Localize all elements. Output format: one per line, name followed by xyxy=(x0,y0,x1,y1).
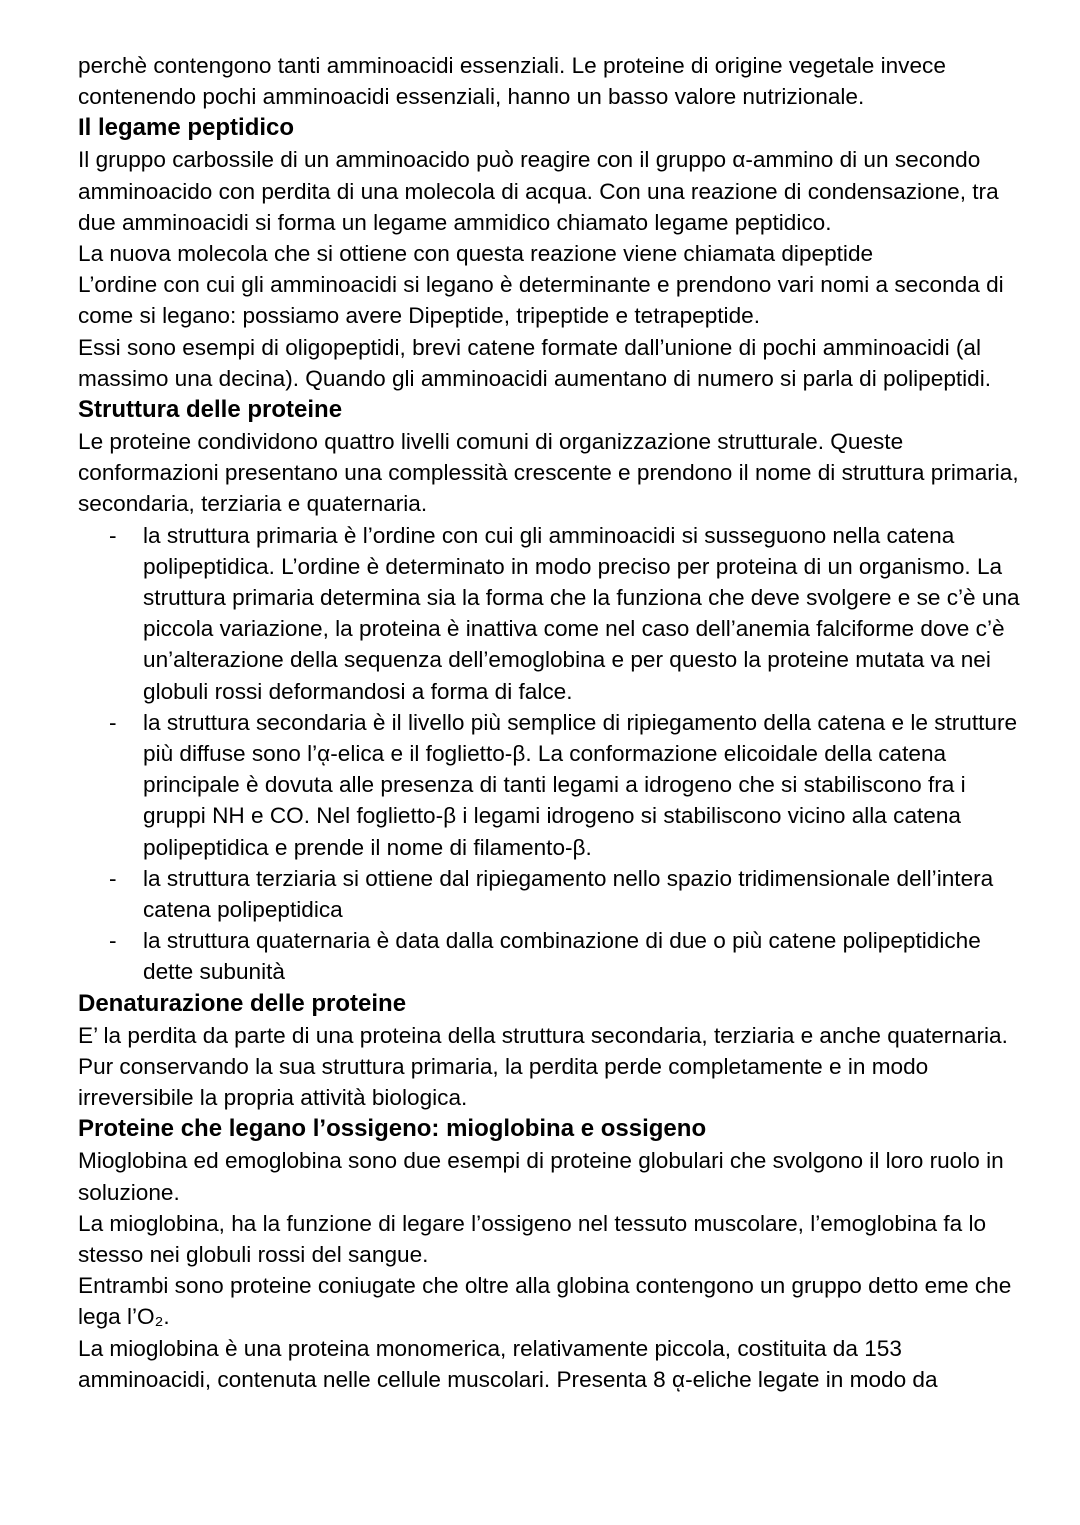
list-item-secondaria xyxy=(78,707,1020,863)
legame-paragraph-1: Il gruppo carbossile di un amminoacido può reagire con il gruppo α-ammino di un secondo amminoacido con perdita di una molecola di acqua. Con una reazione di condensazione, tra due amminoacidi si forma un legame ammidico chiamato legame peptidico. xyxy=(78,147,999,235)
heading-denaturazione: Denaturazione delle proteine xyxy=(78,989,407,1017)
ossigeno-paragraph-1: Mioglobina ed emoglobina sono due esempi di proteine globulari che svolgono il loro ruolo in soluzione. xyxy=(78,1148,1004,1205)
list-item-terziaria xyxy=(78,863,1020,925)
list-bullet: - xyxy=(109,522,117,548)
heading-struttura-proteine: Struttura delle proteine xyxy=(78,396,343,424)
ossigeno-paragraph-4: La mioglobina è una proteina monomerica, relativamente piccola, costituita da 153 amminoacidi, contenuta nelle cellule muscolari. Presenta 8 ᾳ-eliche legate in modo da xyxy=(78,1335,938,1392)
list-item-text: la struttura primaria è l’ordine con cui gli amminoacidi si susseguono nella catena polipeptidica. L’ordine è determinato in modo preciso per proteina di un organismo. La struttura primaria determina sia la forma che la funziona che deve svolgere e se c’è una piccola variazione, la proteina è inattiva come nel caso dell’anemia falciforme dove c’è un’alterazione della sequenza dell’emoglobina e per questo la proteine mutata va nei globuli rossi deformandosi a forma di falce. xyxy=(143,522,1020,704)
denaturazione-paragraph: E’ la perdita da parte di una proteina della struttura secondaria, terziaria e anche quaternaria. Pur conservando la sua struttura primaria, la perdita perde completamente e in modo irreversibile la propria attività biologica. xyxy=(78,1022,1008,1111)
ossigeno-paragraph-3: Entrambi sono proteine coniugate che oltre alla globina contengono un gruppo detto eme che lega l’O₂. xyxy=(78,1273,1012,1330)
intro-paragraph: perchè contengono tanti amminoacidi essenziali. Le proteine di origine vegetale invece contenendo pochi amminoacidi essenziali, hanno un basso valore nutrizionale. xyxy=(78,53,946,110)
legame-paragraph-2: La nuova molecola che si ottiene con questa reazione viene chiamata dipeptide xyxy=(78,241,874,267)
struttura-paragraph: Le proteine condividono quattro livelli comuni di organizzazione strutturale. Queste conformazioni presentano una complessità crescente e prendono il nome di struttura primaria, secondaria, terziaria e quaternaria. xyxy=(78,429,1019,517)
heading-legame-peptidico: Il legame peptidico xyxy=(78,114,295,142)
list-item-text: la struttura terziaria si ottiene dal ripiegamento nello spazio tridimensionale dell’intera catena polipeptidica xyxy=(143,865,994,923)
list-item-quaternaria xyxy=(78,925,1020,987)
list-bullet: - xyxy=(109,709,117,735)
struttura-list xyxy=(78,520,1020,988)
list-item-text: la struttura secondaria è il livello più semplice di ripiegamento della catena e le strutture più diffuse sono l’ᾳ-elica e il foglietto-β. La conformazione elicoidale della catena principale è dovuta alle presenza di tanti legami a idrogeno che si stabiliscono fra i gruppi NH e CO. Nel foglietto-β i legami idrogeno si stabiliscono vicino alla catena polipeptidica e prende il nome di filamento-β. xyxy=(143,709,1018,860)
ossigeno-paragraph-2: La mioglobina, ha la funzione di legare l’ossigeno nel tessuto muscolare, l’emoglobina fa lo stesso nei globuli rossi del sangue. xyxy=(78,1210,987,1267)
list-item-text: la struttura quaternaria è data dalla combinazione di due o più catene polipeptidiche dette subunità xyxy=(143,928,981,985)
legame-paragraph-3: L’ordine con cui gli amminoacidi si legano è determinante e prendono vari nomi a seconda di come si legano: possiamo avere Dipeptide, tripeptide e tetrapeptide. xyxy=(78,272,1004,329)
list-bullet: - xyxy=(109,865,117,891)
legame-paragraph-4: Essi sono esempi di oligopeptidi, brevi catene formate dall’unione di pochi amminoacidi (al massimo una decina). Quando gli amminoacidi aumentano di numero si parla di polipeptidi. xyxy=(78,334,992,391)
heading-proteine-ossigeno: Proteine che legano l’ossigeno: mioglobina e ossigeno xyxy=(78,1115,707,1143)
list-bullet: - xyxy=(109,928,117,954)
list-item-primaria xyxy=(78,520,1020,707)
